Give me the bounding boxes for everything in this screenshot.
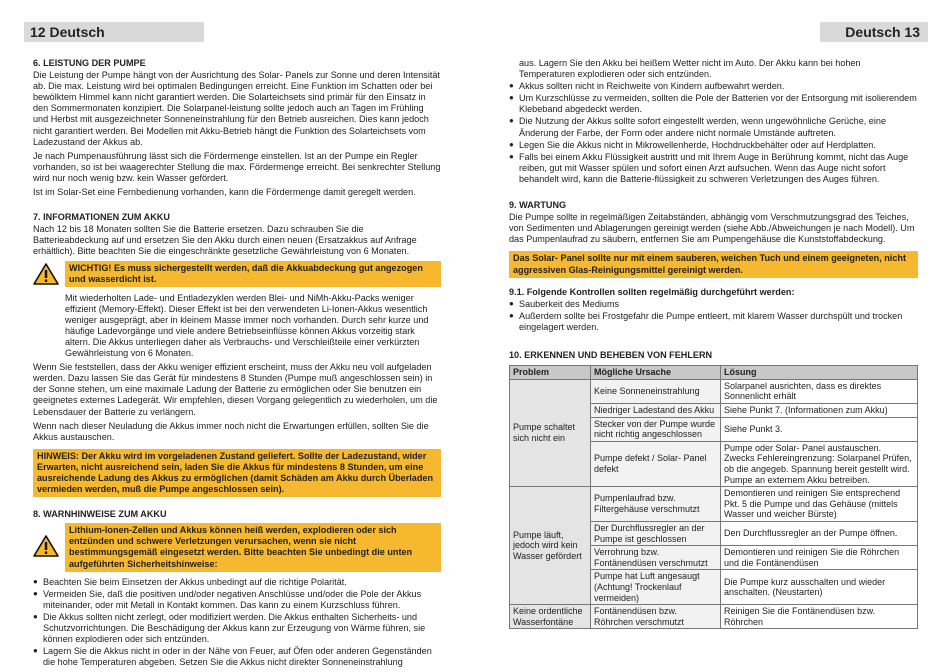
cause-cell: Pumpenlaufrad bzw. Filtergehäuse verschmutzt	[591, 487, 721, 522]
cause-cell: Pumpe hat Luft angesaugt (Achtung! Trockenlauf vermeiden)	[591, 570, 721, 605]
solution-cell: Demontieren und reinigen Sie entsprechend Pkt. 5 die Pumpe und das Gehäuse (mittels Wasser und weicher Bürste)	[721, 487, 918, 522]
left-column	[33, 58, 441, 669]
warning-box	[33, 523, 441, 571]
list-item: ● Um Kurzschlüsse zu vermeiden, sollten die Pole der Batterien vor der Entsorgung mit isolierendem Klebeband abgedeckt werden.	[509, 93, 918, 115]
warning-text: WICHTIG! Es muss sichergestellt werden, daß die Akkuabdeckung gut angezogen und wasserdicht ist.	[65, 261, 441, 287]
section-7-paragraph: Nach 12 bis 18 Monaten sollten Sie die Batterie ersetzen. Dazu schrauben Sie die Batterieabdeckung auf und ersetzen Sie den Akku durch einen neuen (Ersatzakkus auf Anfrage erhältlich). Bitte beachten Sie die eingeschränkte gesetzliche Gewährleistung von 6 Monaten.	[33, 224, 417, 257]
problem-cell: Pumpe schaltet sich nicht ein	[510, 379, 591, 486]
section-6-paragraph: Je nach Pumpenausführung lässt sich die Fördermenge einstellen. Ist an der Pumpe ein Regler vorhanden, so ist bei waagerechter Stellung die max. Fördermenge erreicht. Bei senkrechter Stellung wird nur noch wenig bzw. kein Wasser gefördert.	[33, 150, 441, 183]
list-item: ● Falls bei einem Akku Flüssigkeit austritt und mit Ihrem Auge in Berührung kommt, nicht das Auge reiben, gut mit Wasser spülen und sofort einen Arzt aufsuchen. Wenn das Auge nicht sofort behandelt wird, kann die Batterie-flüssigkeit zu schweren Verletzungen des Auges führen.	[509, 152, 918, 185]
solution-cell: Den Durchflussregler an der Pumpe öffnen.	[721, 521, 918, 545]
problem-cell: Keine ordentliche Wasserfontäne	[510, 605, 591, 629]
solution-cell: Reinigen Sie die Fontänendüsen bzw. Röhrchen	[721, 605, 918, 629]
hint-box: HINWEIS: Der Akku wird im vorgeladenen Zustand geliefert. Sollte der Ladezustand, wider Erwarten, nicht ausreichend sein, laden Sie die Akkus für mindestens 8 Stunden, um eine ausreichende Ladung des Akkus zu ermöglichen (damit Schäden am Akku durch Überladen vermieden werden, muß die Pumpe angeschlossen sein).	[33, 449, 441, 497]
warning-triangle-icon	[33, 261, 61, 288]
solution-cell: Die Pumpe kurz ausschalten und wieder anschalten. (Neustarten)	[721, 570, 918, 605]
cause-cell: Der Durchflussregler an der Pumpe ist geschlossen	[591, 521, 721, 545]
table-header-row	[510, 366, 918, 380]
list-item: ● Legen Sie die Akkus nicht in Mikrowellenherde, Hochdruckbehälter oder auf Herdplatten.	[509, 140, 918, 151]
warning-text: Lithium-Ionen-Zellen und Akkus können heiß werden, explodieren oder sich entzünden und schwere Verletzungen verursachen, wenn sie nicht bestimmungsgemäß eingesetzt werden. Bitte beachten Sie unbedingt die unten aufgeführten Sicherheitshinweise:	[65, 523, 441, 571]
solution-cell: Pumpe oder Solar- Panel austauschen. Zwecks Fehlereingrenzung: Solarpanel Prüfen, ob die angegeb. Spannung bereit gestellt wird. Pumpe an externem Akku betreiben.	[721, 441, 918, 486]
solution-cell: Siehe Punkt 7. (Informationen zum Akku)	[721, 403, 918, 417]
list-item: ● Vermeiden Sie, daß die positiven und/oder negativen Anschlüsse und/oder die Pole der Akkus miteinander, oder mit Metall in Kontakt kommen. Das kann zu einem Kurzschluss führen.	[33, 589, 441, 611]
section-10-title: 10. ERKENNEN UND BEHEBEN VON FEHLERN	[509, 349, 713, 360]
warning-box	[33, 261, 441, 288]
list-item: ● Lagern Sie die Akkus nicht in oder in der Nähe von Feuer, auf Öfen oder anderen Gegenständen die hohe Temperaturen abgeben. Setzen Sie die Akkus nicht direkter Sonneneinstrahlung	[33, 646, 441, 668]
list-item: ● Beachten Sie beim Einsetzen der Akkus unbedingt auf die richtige Polarität.	[33, 577, 441, 588]
column-header: Mögliche Ursache	[591, 366, 721, 380]
page-header-right: Deutsch 13	[820, 22, 928, 42]
troubleshooting-table	[509, 365, 918, 629]
table-row	[510, 487, 918, 522]
section-7-title: 7. INFORMATIONEN ZUM AKKU	[33, 212, 170, 223]
section-7-paragraph: Wenn nach dieser Neuladung die Akkus immer noch nicht die Erwartungen erfüllen, sollten Sie die Akkus austauschen.	[33, 420, 429, 442]
cause-cell: Verrohrung bzw. Fontänendüsen verschmutzt	[591, 546, 721, 570]
column-header: Problem	[510, 366, 591, 380]
warning-triangle-icon	[33, 523, 61, 560]
solution-cell: Demontieren und reinigen Sie die Röhrchen und die Fontänendüsen	[721, 546, 918, 570]
section-9-1-title: 9.1. Folgende Kontrollen sollten regelmäßig durchgeführt werden:	[509, 286, 795, 297]
cause-cell: Keine Sonneneinstrahlung	[591, 379, 721, 403]
section-9-title: 9. WARTUNG	[509, 200, 567, 211]
table-row	[510, 379, 918, 403]
problem-cell: Pumpe läuft, jedoch wird kein Wasser gefördert	[510, 487, 591, 605]
section-6-title: 6. LEISTUNG DER PUMPE	[33, 58, 146, 68]
continuation-text: aus. Lagern Sie den Akku bei heißem Wetter nicht im Auto. Der Akku kann bei hohen Temperaturen explodieren oder sich entzünden.	[519, 58, 861, 80]
list-item: ● Die Nutzung der Akkus sollte sofort eingestellt werden, wenn ungewöhnliche Gerüche, eine Änderung der Farbe, der Form oder andere nicht normale Umstände auftreten.	[509, 116, 918, 138]
cause-cell: Niedriger Ladestand des Akku	[591, 403, 721, 417]
cause-cell: Stecker von der Pumpe wurde nicht richtig angeschlossen	[591, 417, 721, 441]
battery-warning-list	[33, 577, 441, 669]
section-6-paragraph: Die Leistung der Pumpe hängt von der Ausrichtung des Solar- Panels zur Sonne und deren Intensität ab. Die max. Leistung wird bei optimalen Bedingungen erreicht. Eine Funktion im Schatten oder bei bewölktem Himmel kann nicht garantiert werden. Die Solarteichsets sind primär für den Einsatz in den Sommermonaten konzipiert. Die Solarpanel-leistung sollte jedoch auch an Tagen im Frühling und Herbst mit ausgezeichneter Sonneneinstrahlung für den Betrieb ausreichen. Dies kann jedoch nicht garantiert werden. Bei Modellen mit Akku-Betrieb hängt die Funktion des Solarteichsets vom Ladezustand der Akkus ab.	[33, 70, 440, 147]
list-item: ● Außerdem sollte bei Frostgefahr die Pumpe entleert, mit klarem Wasser durchspült und trocken eingelagert werden.	[509, 311, 918, 333]
section-9-paragraph: Die Pumpe sollte in regelmäßigen Zeitabständen, abhängig vom Verschmutzungsgrad des Teiches, von Sedimenten und Ablagerungen gereinigt werden (siehe Abb./Abweichungen je nach Modell). Um das Pumpenlaufrad zu säubern, entfernen Sie am Pumpengehäuse die Kunststoffabdeckung.	[509, 212, 915, 245]
list-item: ● Akkus sollten nicht in Reichweite von Kindern aufbewahrt werden.	[509, 81, 918, 92]
section-7-paragraph: Wenn Sie feststellen, dass der Akku weniger effizient erscheint, muss der Akku neu voll aufgeladen werden. Dazu lassen Sie das Gerät für mindestens 8 Stunden (Pumpe muß angeschlossen sein) in der Sonne stehen, um eine maximale Ladung der Batterie zu ermöglichen oder Sie benutzen ein geeignetes externes Ladegerät. Wir empfehlen, diesen Vorgang gelegentlich zu wiederholen, um die Lebensdauer der Batterie zu verlängern.	[33, 362, 438, 417]
solution-cell: Solarpanel ausrichten, dass es direktes Sonnenlicht erhält	[721, 379, 918, 403]
table-row	[510, 605, 918, 629]
battery-warning-list	[509, 81, 918, 185]
list-item: ● Die Akkus sollten nicht zerlegt, oder modifiziert werden. Die Akkus enthalten Sicherheits- und Schutzvorrichtungen. Die Beschädigung der Akkus kann zur Erzeugung von Wärme führen, sie können explodieren oder sich entzünden.	[33, 612, 441, 645]
section-8-title: 8. WARNHINWEISE ZUM AKKU	[33, 509, 167, 520]
maintenance-list	[509, 299, 918, 333]
list-item: ● Sauberkeit des Mediums	[509, 299, 918, 310]
section-6-paragraph: Ist im Solar-Set eine Fernbedienung vorhanden, kann die Fördermenge damit geregelt werden.	[33, 187, 416, 198]
right-column	[509, 58, 918, 629]
cleaning-note: Das Solar- Panel sollte nur mit einem sauberen, weichen Tuch und einem geeigneten, nicht aggressiven Glas-Reinigungsmittel gereinigt werden.	[509, 251, 918, 277]
cause-cell: Pumpe defekt / Solar- Panel defekt	[591, 441, 721, 486]
cause-cell: Fontänendüsen bzw. Röhrchen verschmutzt	[591, 605, 721, 629]
page-header-left: 12 Deutsch	[24, 22, 204, 42]
column-header: Lösung	[721, 366, 918, 380]
solution-cell: Siehe Punkt 3.	[721, 417, 918, 441]
section-7-paragraph: Mit wiederholten Lade- und Entladezyklen werden Blei- und NiMh-Akku-Packs weniger effizient (Memory-Effekt). Dieser Effekt ist bei den verwendeten Li-Ionen-Akkus wesentlich weniger ausgeprägt, aber in kleinem Masse immer noch vorhanden. Durch sehr kurze und häufige Ladevorgänge und viele andere Betriebseinflüsse können Akkus vorzeitig stark altern. Die Akkus unterliegen daher als Verbrauchs- und Verschleißteile einer verkürzten Gewährleistung von 6 Monaten.	[65, 292, 429, 359]
